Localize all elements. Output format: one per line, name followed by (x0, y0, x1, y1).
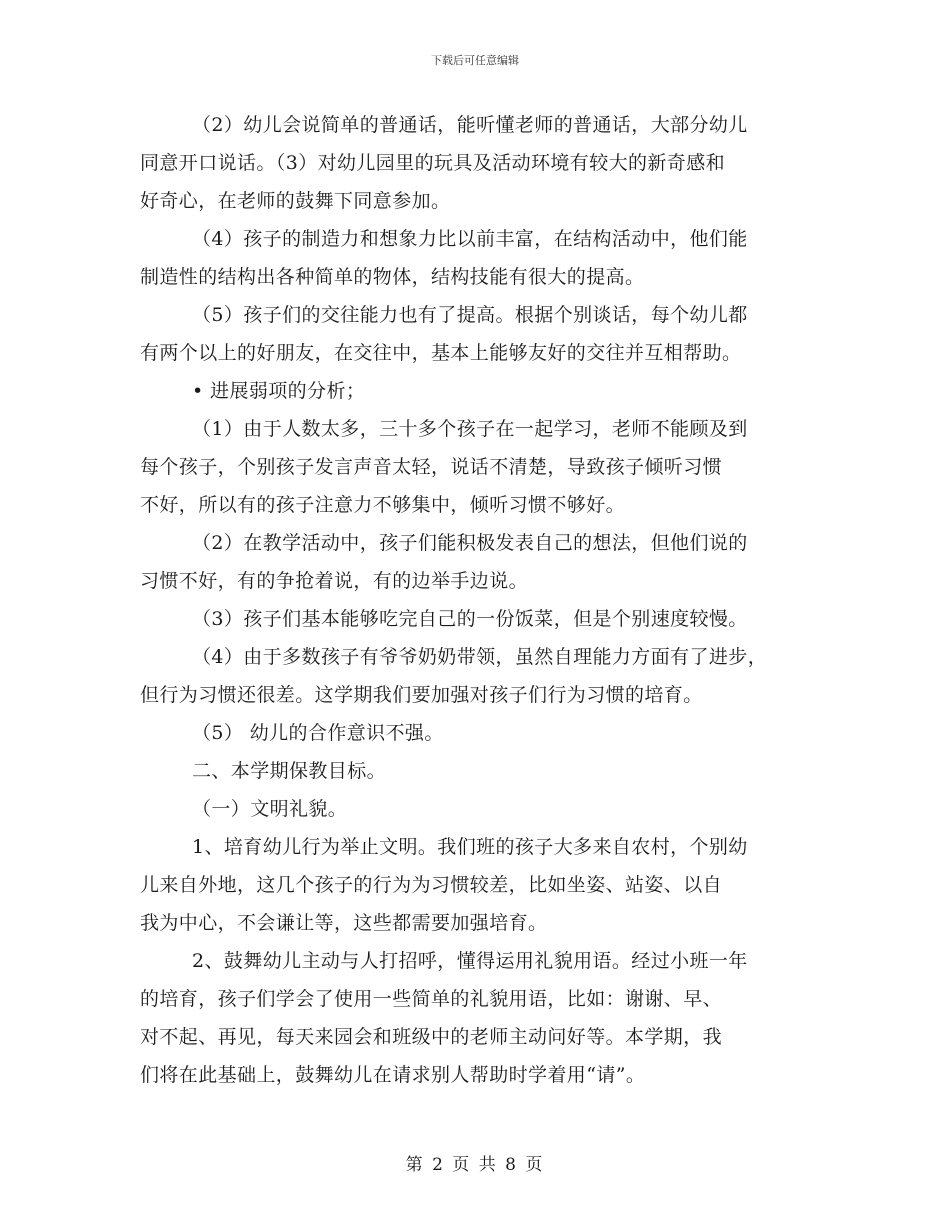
text-line: （2）幼儿会说简单的普通话，能听懂老师的普通话，大部分幼儿 (192, 114, 748, 136)
text-line: 儿来自外地，这几个孩子的行为为习惯较差，比如坐姿、站姿、以自 (140, 874, 723, 896)
text-line: 每个孩子，个别孩子发言声音太轻，说话不清楚，导致孩子倾听习惯 (140, 456, 723, 478)
text-line: （2）在教学活动中，孩子们能积极发表自己的想法，但他们说的 (192, 532, 748, 554)
text-line: 同意开口说话。（3）对幼儿园里的玩具及活动环境有较大的新奇感和 (140, 152, 725, 174)
page-footer: 第 2 页 共 8 页 (405, 1155, 545, 1175)
text-line: （5）孩子们的交往能力也有了提高。根据个别谈话，每个幼儿都 (192, 304, 748, 326)
text-line: 制造性的结构出各种简单的物体，结构技能有很大的提高。 (140, 266, 645, 288)
subsection-heading: （一）文明礼貌。 (192, 798, 348, 820)
text-line: 习惯不好，有的争抢着说，有的边举手边说。 (140, 570, 529, 592)
text-line: 2、鼓舞幼儿主动与人打招呼，懂得运用礼貌用语。经过小班一年 (192, 950, 748, 972)
text-line: 1、培育幼儿行为举止文明。我们班的孩子大多来自农村，个别幼 (192, 836, 748, 858)
text-line: （3）孩子们基本能够吃完自己的一份饭菜，但是个别速度较慢。 (192, 608, 748, 630)
text-line: （1）由于人数太多，三十多个孩子在一起学习，老师不能顾及到 (192, 418, 748, 440)
page-header: 下载后可任意编辑 (431, 54, 519, 67)
section-heading: 二、本学期保教目标。 (192, 760, 387, 782)
text-line: 对不起、再见，每天来园会和班级中的老师主动问好等。本学期，我 (140, 1026, 723, 1048)
text-line: 但行为习惯还很差。这学期我们要加强对孩子们行为习惯的培育。 (140, 684, 703, 706)
document-body (140, 106, 820, 1094)
text-line: （4）孩子的制造力和想象力比以前丰富，在结构活动中，他们能 (192, 228, 748, 250)
text-line: （4）由于多数孩子有爷爷奶奶带领，虽然自理能力方面有了进步， (192, 646, 768, 668)
text-line: 们将在此基础上，鼓舞幼儿在请求别人帮助时学着用“请”。 (140, 1064, 646, 1086)
text-line: 的培育，孩子们学会了使用一些简单的礼貌用语，比如：谢谢、早、 (140, 988, 723, 1010)
text-line: （5） 幼儿的合作意识不强。 (192, 722, 444, 744)
text-line: 好奇心，在老师的鼓舞下同意参加。 (140, 190, 451, 212)
text-line: 我为中心，不会谦让等，这些都需要加强培育。 (140, 912, 548, 934)
text-line: 有两个以上的好朋友，在交往中，基本上能够友好的交往并互相帮助。 (140, 342, 742, 364)
bullet-heading: • 进展弱项的分析； (192, 380, 366, 402)
text-line: 不好，所以有的孩子注意力不够集中，倾听习惯不够好。 (140, 494, 626, 516)
